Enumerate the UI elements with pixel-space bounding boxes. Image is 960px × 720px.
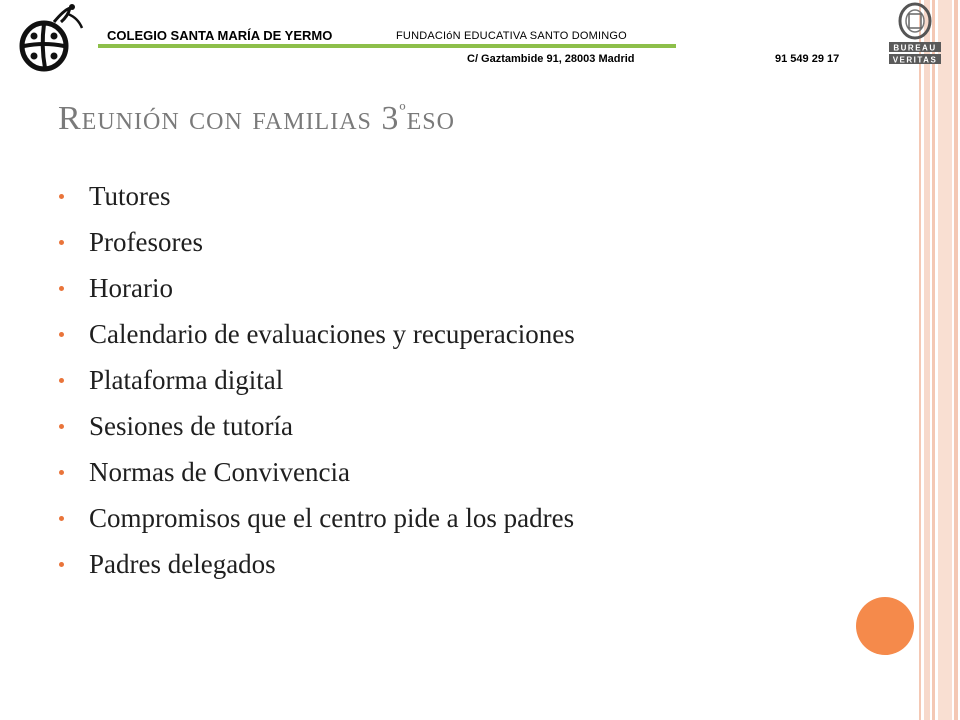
list-item-text: Horario bbox=[89, 273, 173, 303]
svg-text:VERITAS: VERITAS bbox=[892, 55, 938, 64]
list-item-text: Tutores bbox=[89, 181, 171, 211]
bullet-dot-icon bbox=[59, 562, 64, 567]
list-item-text: Plataforma digital bbox=[89, 365, 284, 395]
list-item-text: Calendario de evaluaciones y recuperaciones bbox=[89, 319, 575, 349]
list-item bbox=[58, 496, 575, 542]
school-crest-icon bbox=[14, 2, 94, 74]
bullet-dot-icon bbox=[59, 470, 64, 475]
list-item-text: Profesores bbox=[89, 227, 203, 257]
list-item bbox=[58, 174, 575, 220]
list-item bbox=[58, 312, 575, 358]
list-item-text: Padres delegados bbox=[89, 549, 276, 579]
bullet-dot-icon bbox=[59, 378, 64, 383]
school-address: C/ Gaztambide 91, 28003 Madrid bbox=[467, 53, 635, 65]
list-item bbox=[58, 266, 575, 312]
bullet-dot-icon bbox=[59, 332, 64, 337]
agenda-list bbox=[58, 174, 575, 588]
slide-title bbox=[58, 100, 455, 138]
school-name: COLEGIO SANTA MARÍA DE YERMO bbox=[107, 28, 333, 43]
school-phone: 91 549 29 17 bbox=[775, 53, 840, 65]
list-item bbox=[58, 404, 575, 450]
svg-text:BUREAU: BUREAU bbox=[893, 43, 937, 53]
decorative-stripe bbox=[932, 0, 935, 720]
foundation-name: FUNDACIóN EDUCATIVA SANTO DOMINGO bbox=[396, 30, 627, 42]
decorative-stripe bbox=[919, 0, 921, 720]
list-item-text: Normas de Convivencia bbox=[89, 457, 350, 487]
list-item bbox=[58, 358, 575, 404]
list-item-text: Sesiones de tutoría bbox=[89, 411, 293, 441]
bullet-dot-icon bbox=[59, 194, 64, 199]
bullet-dot-icon bbox=[59, 424, 64, 429]
list-item bbox=[58, 220, 575, 266]
bullet-dot-icon bbox=[59, 286, 64, 291]
bullet-dot-icon bbox=[59, 240, 64, 245]
decorative-stripe bbox=[938, 0, 952, 720]
bullet-dot-icon bbox=[59, 516, 64, 521]
list-item-text: Compromisos que el centro pide a los padres bbox=[89, 503, 575, 533]
list-item bbox=[58, 542, 575, 588]
title-main: Reunión con familias 3 bbox=[58, 100, 400, 137]
decorative-stripe bbox=[954, 0, 958, 720]
title-ordinal: º bbox=[399, 100, 407, 122]
bureau-veritas-seal-icon bbox=[886, 2, 944, 64]
list-item bbox=[58, 450, 575, 496]
decorative-circle bbox=[856, 597, 914, 655]
decorative-stripe bbox=[924, 0, 930, 720]
title-suffix: eso bbox=[406, 100, 455, 137]
header-divider bbox=[98, 44, 676, 48]
